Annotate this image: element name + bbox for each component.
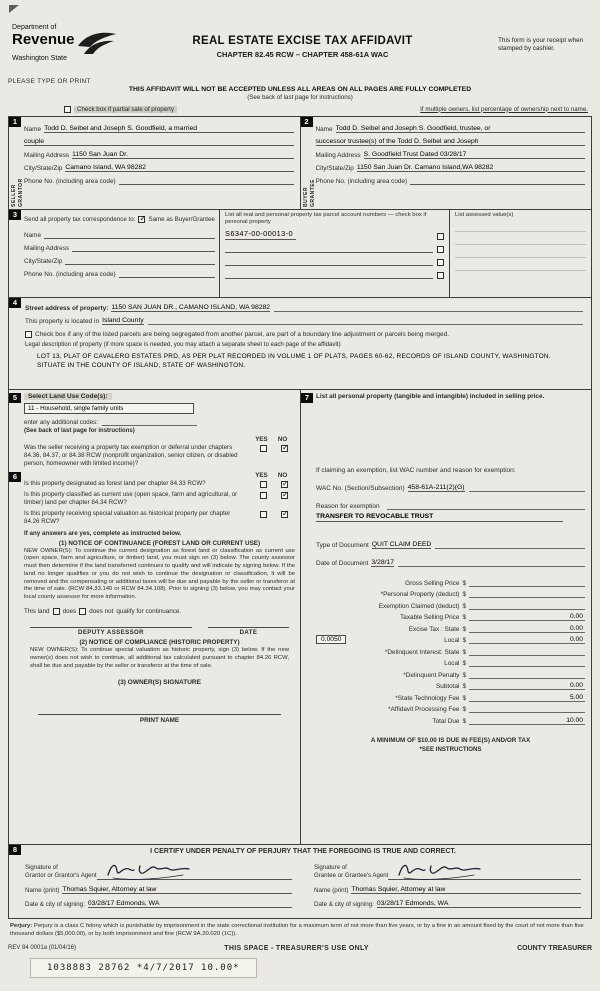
s5q1-no-checkbox[interactable] [281, 445, 288, 452]
type-of-document-label: Type of Document [316, 542, 369, 550]
amount-line[interactable] [469, 678, 585, 679]
buyer-name-value[interactable]: Todd D. Seibel and Joseph S. Goodfield, trustee, or [336, 125, 585, 133]
amount-line[interactable]: 0.00 [469, 625, 585, 633]
section-3-number: 3 [9, 210, 21, 220]
receipt-note: This form is your receipt when stamped by cashier. [498, 37, 584, 53]
fin-row-delinquent-penalty: *Delinquent Penalty $ [316, 667, 585, 679]
section-4-number: 4 [9, 298, 21, 308]
classification-section [12, 472, 295, 725]
assessed-value-line-2[interactable] [455, 232, 586, 245]
section-1-number: 1 [9, 117, 21, 127]
perjury-certification: I CERTIFY UNDER PENALTY OF PERJURY THAT THE FOREGOING IS TRUE AND CORRECT. [150, 848, 456, 855]
print-name-line[interactable] [38, 714, 281, 715]
personal-property-blank-area[interactable] [316, 401, 585, 467]
title-block [133, 35, 472, 59]
revenue-label: Revenue [12, 31, 75, 48]
grantee-date-city-value[interactable]: 03/28/17 Edmonds, WA [377, 900, 581, 908]
buyer-grantee-side-label [303, 132, 316, 207]
yes-no-header-5: YES NO [255, 436, 288, 443]
fin-row-gross: Gross Selling Price $ [316, 575, 585, 587]
date-of-document-value[interactable]: 3/28/17 [371, 559, 395, 567]
buyer-word: BUYER [302, 186, 309, 207]
same-as-buyer-label: Same as Buyer/Grantee [148, 216, 215, 223]
wac-label: WAC No. (Section/Subsection) [316, 485, 405, 493]
buyer-phone-label: Phone No. (including area code) [315, 178, 408, 185]
corr-mailing-value[interactable] [72, 251, 215, 252]
section-8-number: 8 [9, 845, 21, 855]
main-columns [8, 390, 592, 845]
grantor-signature-field[interactable] [97, 858, 292, 880]
reason-line[interactable] [387, 502, 585, 510]
parcel-numbers-column [219, 210, 449, 297]
assessed-value-line-1[interactable] [455, 219, 586, 232]
footer-row [8, 945, 592, 952]
amount-line[interactable] [469, 666, 585, 667]
buyer-name-label: Name [315, 126, 333, 133]
exemption-instruction: If claiming an exemption, list WAC number and reason for exemption: [316, 467, 516, 475]
section-7 [301, 390, 591, 844]
grantee-word: GRANTEE [309, 179, 316, 207]
assessed-values-header: List assessed value(s) [455, 212, 514, 218]
notice-continuance-title: (1) NOTICE OF CONTINUANCE (FOREST LAND OR CURRENT USE) [58, 539, 261, 547]
print-name-row [24, 714, 295, 724]
amount-line[interactable]: 0.00 [469, 613, 585, 621]
fin-row-delinquent-interest-local: Local $ [316, 656, 585, 668]
fin-row-personal-property: *Personal Property (deduct) $ [316, 587, 585, 599]
amount-line[interactable]: 10.00 [469, 717, 585, 725]
grantor-name-print-label: Name (print) [25, 887, 60, 894]
buyer-csz-label: City/State/Zip [315, 165, 354, 172]
corr-phone-value[interactable] [119, 277, 215, 278]
correspondence-section [8, 210, 592, 298]
send-correspondence-label: Send all property tax correspondence to: [24, 216, 136, 223]
corr-csz-label: City/State/Zip [24, 258, 63, 265]
owners-signature-label: (3) OWNER(S) SIGNATURE [118, 679, 201, 687]
department-of-label: Department of [12, 24, 57, 31]
question-text: Is this property designated as forest land per chapter 84.33 RCW? [24, 480, 206, 488]
correspondence-column [9, 210, 219, 297]
amount-line[interactable] [469, 597, 585, 598]
additional-codes-line[interactable] [102, 418, 197, 426]
buyer-mailing-value[interactable]: S. Goodfield Trust Dated 03/28/17 [364, 151, 585, 159]
section-6-number: 6 [9, 472, 21, 482]
deputy-assessor-row [24, 627, 295, 636]
this-land-label: This land [24, 607, 50, 615]
fin-row-excise-local: 0.0050 Local $ 0.00 [316, 633, 585, 645]
legal-description-label: Legal description of property (if more space is needed, you may attach a separate sheet to each page of the affidavit) [25, 341, 341, 348]
if-yes-note: If any answers are yes, complete as instructed below. [24, 529, 182, 537]
form-title: REAL ESTATE EXCISE TAX AFFIDAVIT [192, 35, 413, 47]
segregated-label: Check box if any of the listed parcels are being segregated from another parcel, are part of a boundary line adjustment or parcels being merged. [35, 331, 450, 338]
corr-phone-label: Phone No. (including area code) [24, 271, 116, 278]
amount-line[interactable] [469, 609, 585, 610]
perjury-paragraph [8, 923, 592, 939]
current-use-question [24, 491, 295, 507]
minimum-due-note: A MINIMUM OF $10.00 IS DUE IN FEE(S) AND/OR TAX [370, 736, 531, 744]
fin-row-subtotal: Subtotal $ 0.00 [435, 682, 583, 691]
does-not-checkbox[interactable] [79, 608, 86, 615]
fin-row-exemption-claimed: Exemption Claimed (deduct) $ [316, 598, 585, 610]
fin-row-total-due: Total Due $ 10.00 [432, 716, 583, 725]
section-7-number: 7 [301, 393, 313, 403]
historic-property-question [24, 510, 295, 526]
land-use-code-value[interactable]: 11 - Household, single family units [24, 403, 194, 414]
grantor-date-city-value[interactable]: 03/28/17 Edmonds, WA [88, 900, 292, 908]
fin-row-delinquent-interest-state: *Delinquent Interest: State $ [316, 644, 585, 656]
buyer-grantee-section [300, 117, 592, 209]
assessed-value-line-3[interactable] [455, 245, 586, 258]
seller-name-value-2[interactable]: couple [24, 138, 294, 146]
assessed-value-line-4[interactable] [455, 258, 586, 271]
fin-row-affidavit-fee: *Affidavit Processing Fee $ [316, 702, 585, 714]
same-as-buyer-checkbox[interactable] [138, 216, 145, 223]
street-address-value[interactable]: 1150 SAN JUAN DR., CAMANO ISLAND, WA 98282 [111, 304, 271, 311]
see-back-note-2: (See back of last page for instructions) [24, 428, 135, 434]
section-5-number: 5 [9, 393, 21, 403]
buyer-mailing-label: Mailing Address [315, 152, 361, 159]
grantor-signature-label: Signature of Grantor or Grantor's Agent [25, 864, 97, 880]
see-back-note: (See back of last page for instructions) [247, 94, 353, 101]
seller-mailing-value[interactable]: 1150 San Juan Dr. [72, 151, 293, 159]
grantee-signature-block [314, 858, 581, 908]
treasurer-use-only-label: THIS SPACE - TREASURER'S USE ONLY [224, 944, 369, 952]
s6q2-no-checkbox[interactable] [281, 492, 288, 499]
print-name-label: PRINT NAME [139, 717, 180, 725]
grantee-signature-ink [394, 860, 486, 882]
seller-word: SELLER [11, 184, 17, 207]
seller-phone-label: Phone No. (including area code) [24, 178, 116, 185]
date-label: DATE [239, 628, 258, 636]
grantor-name-print-value[interactable]: Thomas Squier, Attorney at law [62, 886, 292, 894]
grantor-signature-ink [103, 860, 195, 882]
does-not-label: does not [89, 607, 114, 615]
date-of-document-label: Date of Document [316, 560, 369, 568]
partial-sale-checkbox[interactable] [64, 106, 71, 113]
seller-name-label: Name [24, 126, 42, 133]
grantee-name-print-value[interactable]: Thomas Squier, Attorney at law [351, 886, 581, 894]
personal-property-checkbox-4[interactable] [437, 272, 444, 279]
corr-mailing-label: Mailing Address [24, 245, 70, 252]
corr-csz-value[interactable] [65, 264, 215, 265]
left-column [9, 390, 301, 844]
reason-for-exemption-label: Reason for exemption [316, 503, 380, 511]
amount-line[interactable]: 5.00 [469, 694, 585, 702]
land-use-section [12, 393, 295, 468]
located-in-value[interactable]: Island County [102, 317, 144, 324]
seller-grantor-section [9, 117, 300, 209]
amount-line[interactable] [469, 586, 585, 587]
question-text: Is this property classified as current use (open space, farm and agricultural, or timber) land per chapter 84.34 RCW? [24, 491, 238, 507]
fin-row-excise-state: Excise Tax : State $ 0.00 [408, 624, 583, 633]
amount-line[interactable] [469, 655, 585, 656]
s6q2-yes-checkbox[interactable] [260, 492, 267, 499]
reason-for-exemption-value[interactable]: TRANSFER TO REVOCABLE TRUST [316, 513, 563, 522]
segregated-checkbox[interactable] [25, 331, 32, 338]
amount-line[interactable] [469, 712, 585, 713]
seller-name-value[interactable]: Todd D. Seibel and Joseph S. Goodfield, a married [44, 125, 293, 133]
assessed-values-column [449, 210, 591, 297]
parties-section [8, 116, 592, 210]
grantor-date-city-label: Date & city of signing: [25, 901, 85, 908]
grantee-name-print-label: Name (print) [314, 887, 349, 894]
personal-property-checkbox-2[interactable] [437, 246, 444, 253]
continuance-qualify-row [24, 608, 295, 615]
personal-property-header [304, 393, 585, 402]
form-header [8, 22, 592, 78]
buyer-name-value-2[interactable]: successor trustee(s) of the Todd D. Seibel and Joseph [316, 138, 586, 146]
form-revision-number: REV 84 0001a (01/04/16) [8, 945, 77, 952]
corr-name-value[interactable] [44, 238, 215, 239]
cashier-receipt-stamp: 1038883 28762 *4/7/2017 10.00* [30, 958, 257, 978]
parcel-numbers-header: List all real and personal property tax parcel account numbers — check box if personal property [225, 212, 427, 226]
grantor-signature-block [25, 858, 292, 908]
buyer-csz-value[interactable]: 1150 San Juan Dr. Camano Island,WA 98282 [357, 164, 585, 172]
parcel-number-line-4[interactable] [225, 278, 433, 279]
partial-sale-label: Check box if partial sale of property [74, 106, 177, 113]
corr-name-label: Name [24, 232, 42, 239]
s6q3-no-checkbox[interactable] [281, 511, 288, 518]
fin-row-technology-fee: *State Technology Fee $ 5.00 [395, 693, 583, 702]
s6q1-yes-checkbox[interactable] [260, 481, 267, 488]
s6q3-yes-checkbox[interactable] [260, 511, 267, 518]
amount-line[interactable]: 0.00 [469, 682, 585, 690]
seller-grantor-side-label [11, 132, 24, 207]
form-chapter: CHAPTER 82.45 RCW – CHAPTER 458-61A WAC [216, 50, 389, 59]
grantee-signature-field[interactable] [388, 858, 581, 880]
buyer-phone-value[interactable] [410, 184, 585, 185]
corner-mark [9, 5, 19, 13]
notice-compliance-title: (2) NOTICE OF COMPLIANCE (HISTORIC PROPERTY) [79, 638, 240, 646]
certification-section [8, 845, 592, 919]
located-in-label: This property is located in [25, 318, 100, 325]
deputy-assessor-label: DEPUTY ASSESSOR [78, 628, 144, 636]
prelude-row [8, 104, 592, 114]
personal-property-checkbox-1[interactable] [437, 233, 444, 240]
does-checkbox[interactable] [53, 608, 60, 615]
multiple-owners-note: If multiple owners, list percentage of ownership next to name. [420, 105, 588, 113]
seller-csz-label: City/State/Zip [24, 165, 63, 172]
yes-no-header-6: YES NO [255, 472, 288, 480]
grantee-date-city-label: Date & city of signing: [314, 901, 374, 908]
seller-csz-value[interactable]: Camano Island, WA 98282 [65, 164, 293, 172]
flag-swoosh-icon [77, 31, 117, 55]
type-of-document-value[interactable]: QUIT CLAIM DEED [371, 541, 432, 549]
land-use-title: Select Land Use Code(s): [24, 393, 112, 400]
street-address-label: Street address of property: [25, 305, 109, 312]
wac-value[interactable]: 458-61A-211(2)(G) [407, 484, 465, 492]
perjury-text: Perjury is a class C felony which is punishable by imprisonment in the state correctional institution for a maximum term of not more than five years, or by a fine in an amount fixed by the court of not more than five thousand dollars ($5,000.00), or by both imprisonment and fine (RCW 9A.20.020 (1C)). [10, 923, 584, 937]
s6q1-no-checkbox[interactable] [281, 481, 288, 488]
seller-phone-value[interactable] [119, 184, 294, 185]
see-instructions-note: *SEE INSTRUCTIONS [419, 745, 482, 753]
please-type-or-print-label: PLEASE TYPE OR PRINT [8, 78, 91, 85]
washington-state-label: Washington State [12, 55, 67, 62]
dor-logo [12, 24, 117, 62]
question-text: Is this property receiving special valuation as historical property per chapter 84.26 RCW? [24, 510, 231, 526]
financial-rows [316, 575, 585, 725]
perjury-lead: Perjury: [10, 923, 33, 929]
personal-property-label: List all personal property (tangible and intangible) included in selling price. [316, 393, 545, 400]
county-treasurer-label: COUNTY TREASURER [517, 944, 592, 952]
grantee-signature-label: Signature of Grantee or Grantee's Agent [314, 864, 389, 880]
property-location-section [8, 298, 592, 390]
grantor-word: GRANTOR [18, 178, 24, 207]
qualify-label: qualify for continuance. [116, 607, 182, 615]
forest-land-question [24, 480, 295, 488]
question-text: Was the seller receiving a property tax exemption or deferral under chapters 84.36, 84.37, or 84.38 RCW (nonprofit organization, senior citizen, or disabled person, homeowner with limited income)? [24, 444, 238, 468]
fin-row-taxable: Taxable Selling Price $ 0.00 [400, 613, 583, 622]
does-label: does [62, 607, 77, 615]
amount-line[interactable]: 0.00 [469, 636, 585, 644]
notice-compliance-body: NEW OWNER(S): To continue special valuation as historic property, sign (3) below. If the new owner(s) does not wish to continue, all additional tax calculated pursuant to chapter 84.26 RCW, shall be due and payable by the seller or transferor at the time of sale. [30, 646, 289, 669]
acceptance-warning: THIS AFFIDAVIT WILL NOT BE ACCEPTED UNLESS ALL AREAS ON ALL PAGES ARE FULLY COMPLETED [128, 86, 472, 93]
additional-codes-label: enter any additional codes: [24, 419, 98, 426]
personal-property-checkbox-3[interactable] [437, 259, 444, 266]
local-rate-value[interactable]: 0.0050 [316, 635, 346, 644]
parcel-number-value[interactable]: S6347-00-00013-0 [225, 229, 296, 240]
seller-mailing-label: Mailing Address [24, 152, 70, 159]
section-2-number: 2 [301, 117, 313, 127]
notice-continuance-body: NEW OWNER(S): To continue the current designation as forest land or classification as current use (open space, farm and agriculture, or timber) land, you must sign on (3) below. The county assessor must then determine if the land transferred continues to qualify and will indicate by signing below. If the land no longer qualifies or you do not wish to continue the designation or classification, it will be removed and the compensating or additional taxes will be due and payable by the seller or transferor at the time of sale. (RCW 84.33.140 or RCW 84.34.108). Prior to signing (3) below, you may contact your local county assessor for more information. [24, 547, 295, 601]
exemption-deferral-question [24, 444, 295, 468]
s5q1-yes-checkbox[interactable] [260, 445, 267, 452]
legal-description-value[interactable]: LOT 13, PLAT OF CAVALERO ESTATES PRD, AS PER PLAT RECORDED IN VOLUME 1 OF PLATS, PAGES 60-62, RECORDS OF ISLAND COUNTY, WASHINGTON. SITUATE IN THE COUNTY OF ISLAND, STATE OF WASHINGTON. [37, 353, 551, 370]
